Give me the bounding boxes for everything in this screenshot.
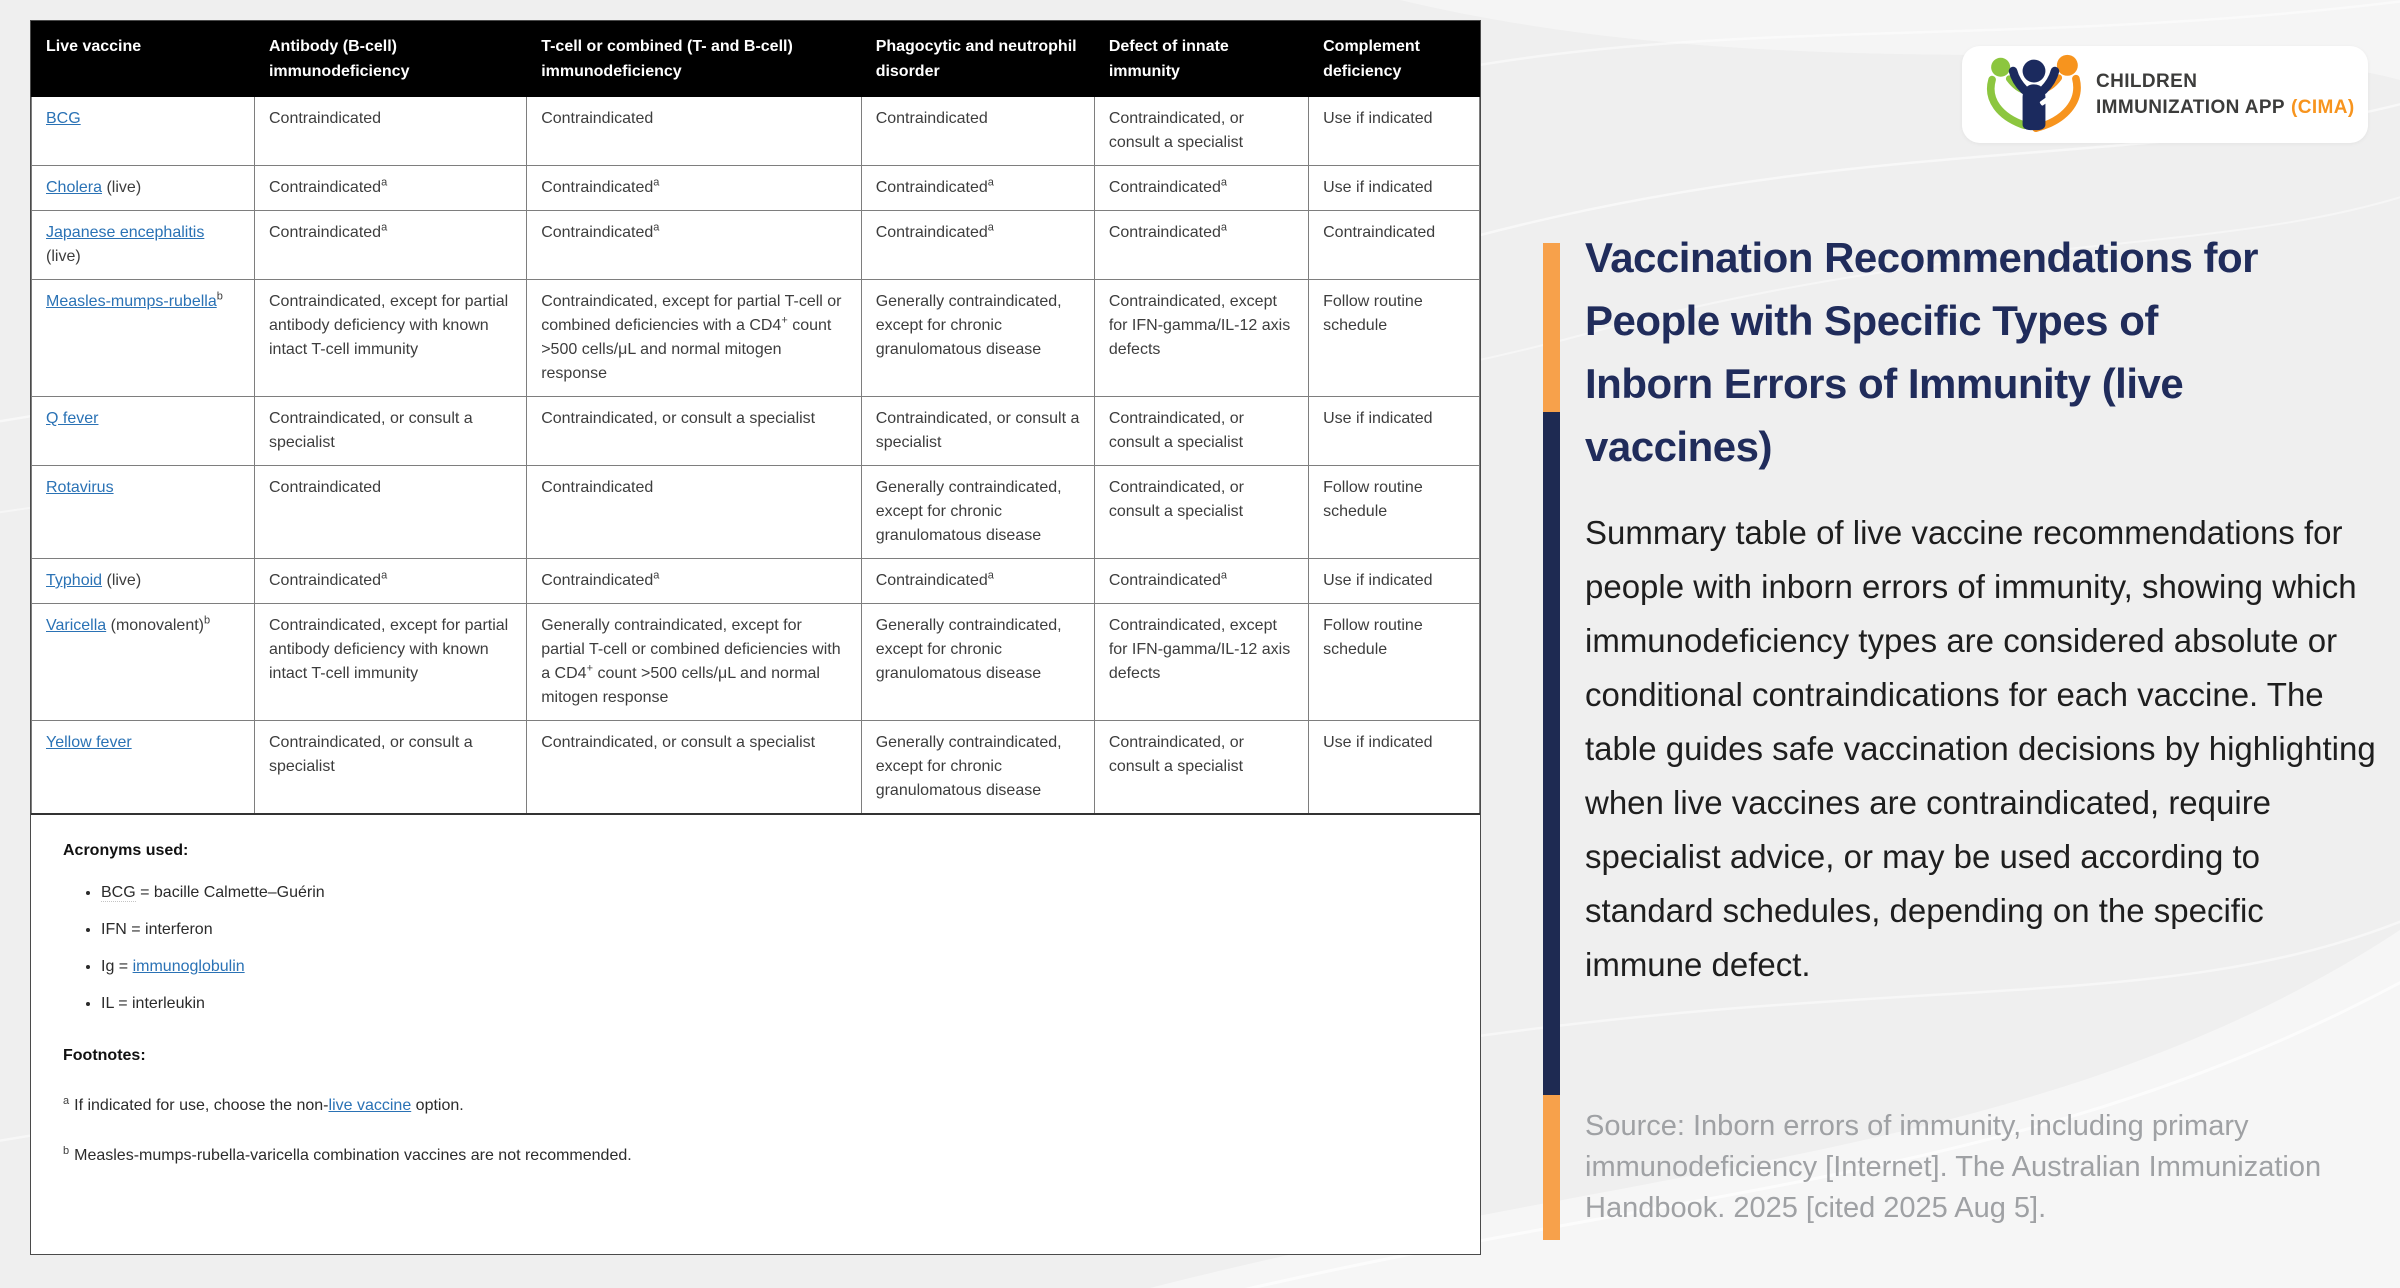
text-segment: IL = interleukin [101,995,205,1012]
table-cell: Contraindicated, or consult a specialist [254,397,526,466]
table-cell: Contraindicated, or consult a specialist [527,721,861,815]
text-segment: = bacille Calmette–Guérin [135,884,325,901]
inline-link[interactable]: live vaccine [328,1097,412,1114]
accent-bar-orange-top [1543,243,1560,412]
table-cell: Generally contraindicated, except for chronic granulomatous disease [861,280,1094,397]
table-cell: Contraindicated [1309,211,1480,280]
vaccine-name-cell: Measles-mumps-rubella$^b$ [32,280,255,397]
table-row [32,97,1480,166]
table-cell: Contraindicated$^a$ [1094,211,1308,280]
summary-text: Summary table of live vaccine recommendations for people with inborn errors of immunity, showing which immunodeficiency types are considered absolute or conditional contraindications for each vaccine. The table guides safe vaccination decisions by highlighting when live vaccines are contraindicated, require specialist advice, or may be used according to standard schedules, depending on the specific immune defect. [1585,514,2376,983]
vaccine-link[interactable]: Yellow fever [46,734,132,751]
table-row [32,721,1480,815]
table-header-row [32,22,1480,97]
table-cell: Contraindicated$^a$ [254,559,526,604]
acronyms-list [63,881,1448,1016]
column-header-2: T-cell or combined (T- and B-cell) immunodeficiency [527,22,861,97]
table-cell: Contraindicated, or consult a specialist [1094,721,1308,815]
table-cell: Use if indicated [1309,721,1480,815]
table-cell: Contraindicated$^a$ [254,211,526,280]
vaccine-name-cell: Varicella (monovalent)$^b$ [32,604,255,721]
vaccine-name-cell: Cholera (live) [32,166,255,211]
footnote: $^a$ If indicated for use, choose the non-live vaccine option. [63,1094,464,1114]
table-cell: Contraindicated [254,466,526,559]
text-segment: Ig = [101,958,133,975]
table-cell: Contraindicated, except for partial antibody deficiency with known intact T-cell immunity [254,604,526,721]
table-cell: Contraindicated$^a$ [861,211,1094,280]
table-cell: Contraindicated, except for IFN-gamma/IL-12 axis defects [1094,280,1308,397]
table-cell: Contraindicated, or consult a specialist [527,397,861,466]
table-cell: Contraindicated [254,97,526,166]
table-row [32,559,1480,604]
vaccine-name-cell: Japanese encephalitis (live) [32,211,255,280]
accent-bar [1543,243,1560,1240]
vaccine-link[interactable]: Typhoid [46,572,103,589]
table-cell: Contraindicated$^a$ [527,211,861,280]
table-cell: Contraindicated$^a$ [1094,166,1308,211]
vaccine-link[interactable]: Measles-mumps-rubella [46,293,217,310]
table-cell: Contraindicated [861,97,1094,166]
table-row [32,166,1480,211]
vaccine-link[interactable]: Japanese encephalitis [46,224,205,241]
table-cell: Contraindicated, or consult a specialist [861,397,1094,466]
logo-line2: IMMUNIZATION APP (CIMA) [2096,96,2355,118]
table-cell: Contraindicated [527,466,861,559]
table-row [32,397,1480,466]
table-cell: Generally contraindicated, except for chronic granulomatous disease [861,466,1094,559]
children-immunization-logo-icon [1986,52,2082,137]
text-segment: IFN = interferon [101,921,213,938]
vaccine-name-cell [32,97,255,166]
table-cell: Contraindicated$^a$ [254,166,526,211]
column-header-0: Live vaccine [32,22,255,97]
table-cell: Generally contraindicated, except for chronic granulomatous disease [861,604,1094,721]
table-cell: Contraindicated [527,97,861,166]
vaccine-link[interactable]: Q fever [46,410,99,427]
source-citation: Source: Inborn errors of immunity, including primary immunodeficiency [Internet]. The Australian Immunization Handbook. 2025 [cited 2025 Aug 5]. [1585,1110,2322,1224]
table-cell: Generally contraindicated, except for chronic granulomatous disease [861,721,1094,815]
abbr-term: BCG [101,884,136,901]
acronym-item [101,992,1448,1016]
table-row [32,280,1480,397]
logo-cima-label: (CIMA) [2291,96,2355,118]
footnotes-heading: Footnotes: [63,1047,146,1064]
table-row [32,211,1480,280]
table-cell: Contraindicated$^a$ [527,559,861,604]
column-header-5: Complement deficiency [1309,22,1480,97]
vaccine-link[interactable]: Varicella [46,617,107,634]
footnote: $^b$ Measles-mumps-rubella-varicella combination vaccines are not recommended. [63,1144,632,1164]
table-container [30,20,1481,1255]
table-cell: Follow routine schedule [1309,466,1480,559]
table-cell: Contraindicated, except for partial T-cell or combined deficiencies with a CD4+ count >500 cells/μL and normal mitogen response [527,280,861,397]
acronym-item [101,881,1448,905]
table-cell: Contraindicated$^a$ [861,166,1094,211]
text-segment: Measles-mumps-rubella-varicella combination vaccines are not recommended. [74,1147,632,1164]
vaccine-link[interactable]: Cholera [46,179,103,196]
table-cell: Contraindicated$^a$ [527,166,861,211]
acronym-item [101,918,1448,942]
table-cell: Follow routine schedule [1309,280,1480,397]
vaccine-name-cell: Typhoid (live) [32,559,255,604]
table-row [32,466,1480,559]
table-cell: Contraindicated$^a$ [1094,559,1308,604]
table-cell: Use if indicated [1309,97,1480,166]
vaccine-link[interactable]: Rotavirus [46,479,114,496]
vaccine-name-cell [32,397,255,466]
page-title: Vaccination Recommendations for People with Specific Types of Inborn Errors of Immunity (live vaccines) [1585,234,2258,470]
table-cell: Contraindicated, or consult a specialist [1094,397,1308,466]
column-header-3: Phagocytic and neutrophil disorder [861,22,1094,97]
table-row [32,604,1480,721]
acronyms-heading: Acronyms used: [63,842,189,859]
accent-bar-orange-bottom [1543,1095,1560,1240]
app-logo-card [1962,46,2368,143]
table-cell: Generally contraindicated, except for partial T-cell or combined deficiencies with a CD4+ count >500 cells/μL and normal mitogen response [527,604,861,721]
table-cell: Contraindicated$^a$ [861,559,1094,604]
text-segment: If indicated for use, choose the non- [74,1097,329,1114]
vaccine-name-cell [32,721,255,815]
vaccine-name-cell [32,466,255,559]
accent-bar-navy [1543,412,1560,1095]
footnotes-list [63,1094,1448,1168]
text-segment: option. [411,1097,464,1114]
notes-section [31,815,1480,1188]
table-cell: Contraindicated, or consult a specialist [1094,466,1308,559]
table-cell: Use if indicated [1309,397,1480,466]
app-logo-text [2096,69,2355,121]
table-cell: Contraindicated, or consult a specialist [1094,97,1308,166]
acronym-item [101,955,1448,979]
table-cell: Contraindicated, except for partial antibody deficiency with known intact T-cell immunity [254,280,526,397]
table-cell: Use if indicated [1309,166,1480,211]
column-header-1: Antibody (B-cell) immunodeficiency [254,22,526,97]
logo-line1: CHILDREN [2096,70,2198,92]
recommendations-table [31,21,1480,815]
table-cell: Follow routine schedule [1309,604,1480,721]
vaccine-link[interactable]: BCG [46,110,81,127]
table-cell: Contraindicated, or consult a specialist [254,721,526,815]
table-cell: Contraindicated, except for IFN-gamma/IL-12 axis defects [1094,604,1308,721]
table-cell: Use if indicated [1309,559,1480,604]
inline-link[interactable]: immunoglobulin [132,958,245,975]
column-header-4: Defect of innate immunity [1094,22,1308,97]
